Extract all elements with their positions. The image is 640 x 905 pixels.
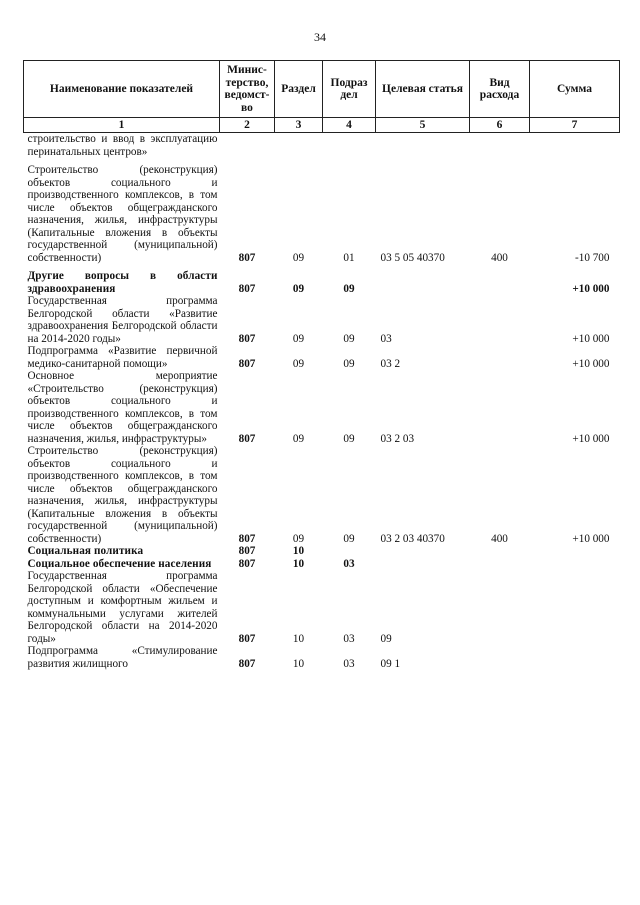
- col-number: 4: [323, 118, 376, 133]
- row-expense-type: [470, 133, 530, 159]
- row-target-article: [376, 558, 470, 571]
- row-section-code: [275, 133, 323, 159]
- row-target-article: 03 2: [380, 357, 401, 370]
- row-name: Подпрограмма «Стимулирование развития жилищного: [27, 645, 218, 670]
- row-amount: [530, 558, 620, 571]
- row-section-code: 09: [292, 532, 305, 545]
- row-subsection-code: 09: [343, 282, 355, 295]
- row-subsection-code: [323, 545, 376, 558]
- row-subsection-code: 03: [343, 632, 355, 645]
- table-row: [24, 370, 620, 445]
- table-row: [24, 558, 620, 571]
- col-number: 2: [220, 118, 275, 133]
- row-target-article: 03 2 03: [380, 432, 415, 445]
- col-header-subsection: Подраз дел: [323, 61, 376, 118]
- col-number: 1: [24, 118, 220, 133]
- row-ministry-code: 807: [238, 557, 256, 570]
- row-ministry-code: 807: [238, 545, 256, 557]
- row-target-article: 03: [380, 332, 392, 345]
- row-section-code: 10: [292, 632, 305, 645]
- row-amount: [530, 133, 620, 159]
- table-row: [24, 445, 620, 545]
- row-amount: [530, 645, 620, 670]
- row-name: Строительство (реконструкция) объектов социального и производственного комплексов, в том числе объектов общегражданского назначения, жилья, инфраструктуры (Капитальные вложения в объекты государственной (муниципальной) собственности): [27, 445, 218, 545]
- row-subsection-code: 03: [343, 657, 355, 670]
- row-subsection-code: 03: [343, 557, 355, 570]
- row-subsection-code: 01: [343, 251, 355, 264]
- row-expense-type: 400: [491, 532, 508, 545]
- row-ministry-code: 807: [238, 332, 256, 345]
- row-expense-type: [470, 345, 530, 370]
- row-target-article: [376, 270, 470, 295]
- row-section-code: 10: [292, 657, 305, 670]
- row-expense-type: [470, 558, 530, 571]
- table-row: [24, 645, 620, 670]
- row-ministry-code: [220, 133, 275, 159]
- col-number: 3: [275, 118, 323, 133]
- row-amount: +10 000: [572, 282, 610, 295]
- row-subsection-code: 09: [343, 532, 355, 545]
- row-amount: +10 000: [572, 332, 610, 345]
- row-section-code: 09: [292, 332, 305, 345]
- row-section-code: 10: [292, 545, 305, 557]
- col-header-section: Раздел: [275, 61, 323, 118]
- row-target-article: 03 5 05 40370: [380, 251, 445, 264]
- row-expense-type: [470, 570, 530, 645]
- row-expense-type: [470, 295, 530, 345]
- row-ministry-code: 807: [238, 632, 256, 645]
- col-header-expense-type: Вид расхода: [470, 61, 530, 118]
- col-header-target-article: Целевая статья: [376, 61, 470, 118]
- table-row: [24, 570, 620, 645]
- row-name: Социальная политика: [27, 545, 144, 557]
- row-amount: -10 700: [575, 251, 610, 264]
- row-target-article: 03 2 03 40370: [380, 532, 445, 545]
- row-amount: [530, 545, 620, 558]
- row-amount: [530, 570, 620, 645]
- row-name: Государственная программа Белгородской области «Обеспечение доступным и комфортным жильем и коммунальными услугами жителей Белгородской области на 2014-2020 годы»: [27, 570, 218, 645]
- row-expense-type: [470, 645, 530, 670]
- row-ministry-code: 807: [238, 357, 256, 370]
- row-section-code: 09: [292, 432, 305, 445]
- row-name: Другие вопросы в области здравоохранения: [27, 270, 218, 295]
- col-number: 6: [470, 118, 530, 133]
- row-subsection-code: 09: [343, 432, 355, 445]
- col-header-name: Наименование показателей: [24, 61, 220, 118]
- row-section-code: 09: [292, 251, 305, 264]
- row-name: Основное мероприятие «Строительство (реконструкция) объектов социального и производственного комплексов, в том числе объектов общегражданского назначения, жилья, инфраструктуры»: [27, 370, 218, 445]
- row-ministry-code: 807: [238, 251, 256, 264]
- row-target-article: 09 1: [380, 657, 401, 670]
- row-amount: +10 000: [572, 432, 610, 445]
- row-name: строительство и ввод в эксплуатацию перинатальных центров»: [27, 133, 218, 158]
- row-amount: +10 000: [572, 532, 610, 545]
- row-ministry-code: 807: [238, 532, 256, 545]
- row-ministry-code: 807: [238, 282, 256, 295]
- row-name: Строительство (реконструкция) объектов социального и производственного комплексов, в том числе объектов общегражданского назначения, жилья, инфраструктуры (Капитальные вложения в объекты государственной (муниципальной) собственности): [27, 164, 218, 264]
- row-section-code: 09: [292, 357, 305, 370]
- row-target-article: [376, 133, 470, 159]
- table-row: [24, 133, 620, 159]
- row-expense-type: 400: [491, 251, 508, 264]
- row-expense-type: [470, 270, 530, 295]
- row-target-article: 09: [380, 632, 392, 645]
- row-target-article: [376, 545, 470, 558]
- col-number: 5: [376, 118, 470, 133]
- table-row: [24, 295, 620, 345]
- row-expense-type: [470, 545, 530, 558]
- row-ministry-code: 807: [238, 432, 256, 445]
- row-name: Социальное обеспечение населения: [27, 557, 212, 570]
- row-subsection-code: 09: [343, 357, 355, 370]
- budget-table: [23, 60, 620, 670]
- col-number: 7: [530, 118, 620, 133]
- column-number-row: [24, 118, 620, 133]
- row-ministry-code: 807: [238, 657, 256, 670]
- col-header-amount: Сумма: [530, 61, 620, 118]
- page-number: 34: [314, 30, 326, 44]
- row-section-code: 10: [292, 557, 305, 570]
- row-amount: +10 000: [572, 357, 610, 370]
- table-row: [24, 270, 620, 295]
- row-section-code: 09: [292, 282, 305, 295]
- row-name: Подпрограмма «Развитие первичной медико-санитарной помощи»: [27, 345, 218, 370]
- header-row: [24, 61, 620, 118]
- row-subsection-code: [323, 133, 376, 159]
- table-row: [24, 545, 620, 558]
- table-row: [24, 164, 620, 264]
- row-name: Государственная программа Белгородской области «Развитие здравоохранения Белгородской области на 2014-2020 годы»: [27, 295, 218, 345]
- col-header-ministry: Минис-терство, ведомст-во: [220, 61, 275, 118]
- row-expense-type: [470, 370, 530, 445]
- row-subsection-code: 09: [343, 332, 355, 345]
- table-row: [24, 345, 620, 370]
